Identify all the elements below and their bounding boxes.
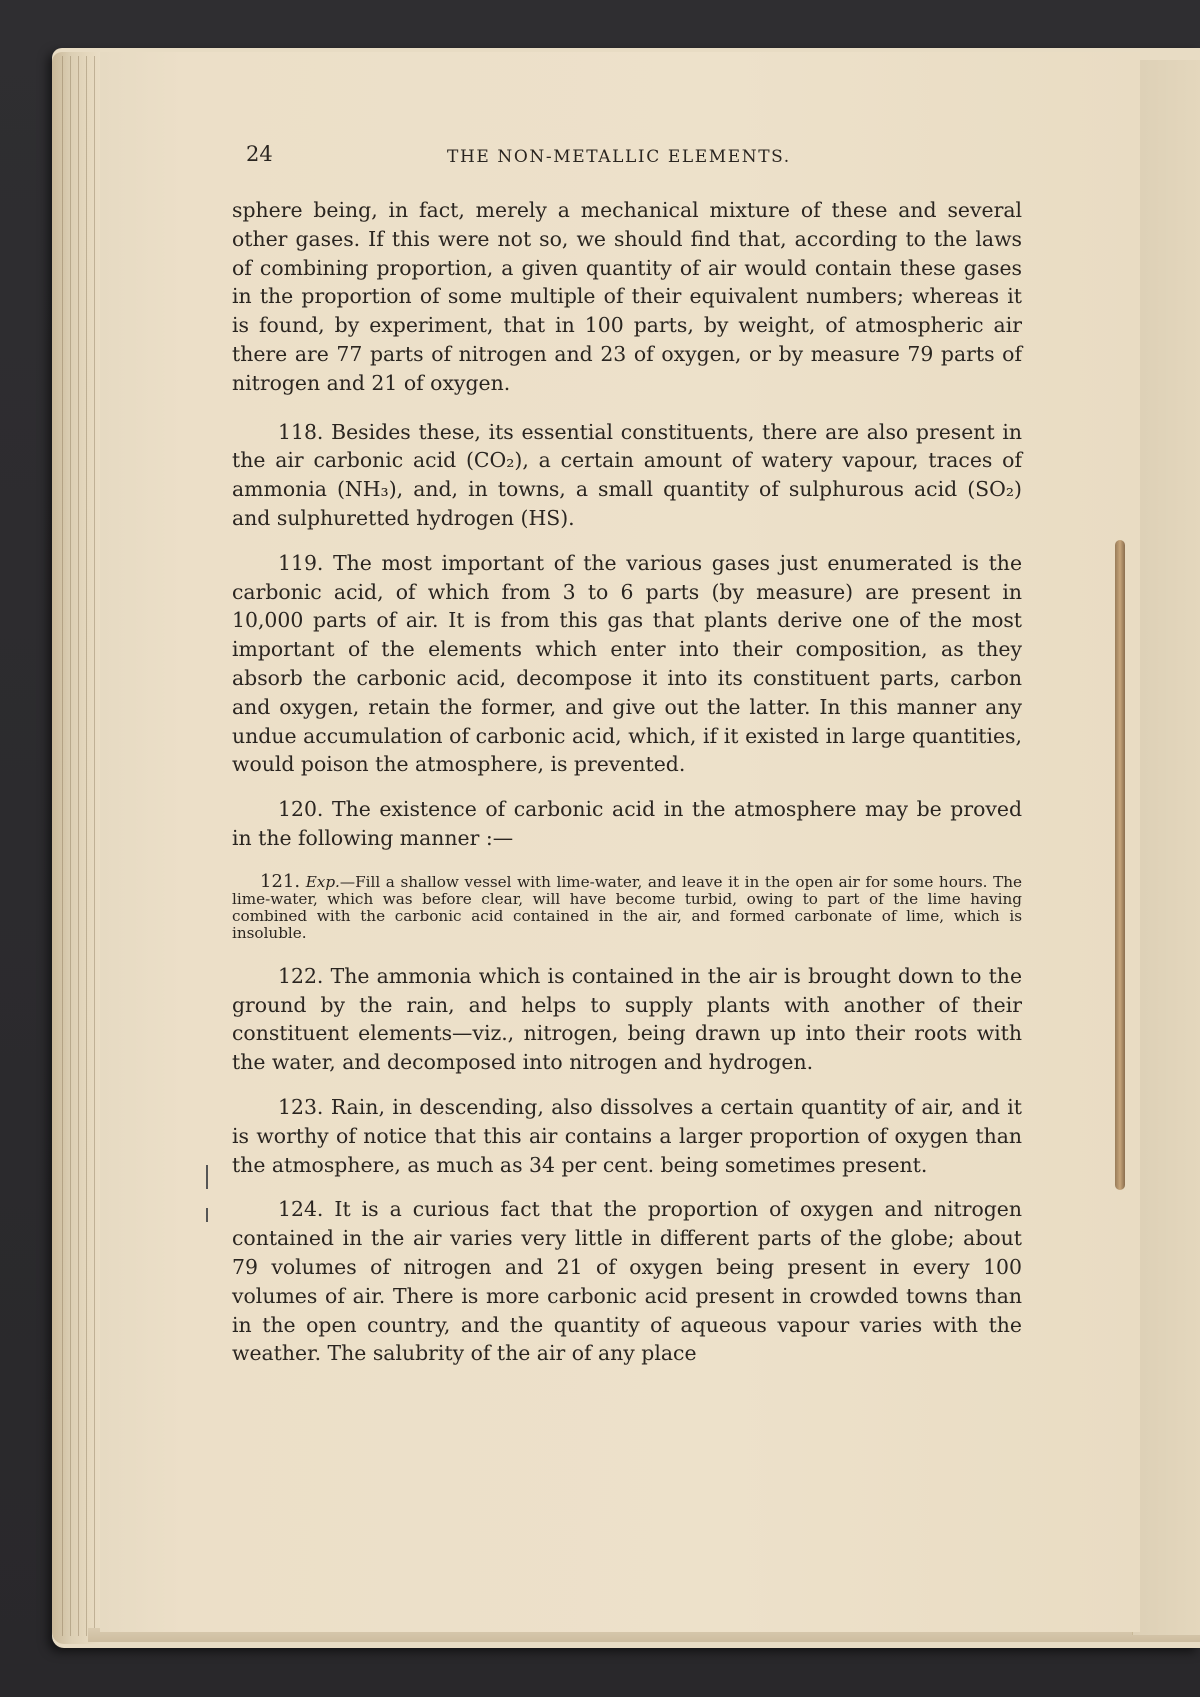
page-content — [232, 142, 1022, 1368]
page-edge-line — [62, 56, 63, 1636]
page-edge-line — [94, 56, 95, 1636]
ribbon-bookmark — [1115, 540, 1125, 1190]
paragraph-number: 122. — [278, 963, 324, 988]
experiment-note-121 — [232, 870, 1022, 942]
paragraph-text: Besides these, its essential constituents, there are also present in the air carbonic acid (CO₂), a certain amount of watery vapour, traces of ammonia (NH₃), and, in towns, a small quantity of sulphurous acid (SO₂) and sulphuretted hydrogen (HS). — [232, 419, 1023, 530]
page-number: 24 — [246, 142, 273, 166]
paragraph-number: 124. — [278, 1197, 324, 1222]
running-title: THE NON-METALLIC ELEMENTS. — [447, 147, 791, 167]
paragraph-text: The existence of carbonic acid in the atmosphere may be proved in the following manner :— — [232, 797, 1023, 850]
paragraph-124 — [232, 1195, 1022, 1368]
paragraph-number: 120. — [278, 797, 324, 822]
margin-pencil-mark — [206, 1208, 208, 1222]
paragraph-continued: sphere being, in fact, merely a mechanical mixture of these and several other gases. If this were not so, we should find that, according to the laws of combining proportion, a given quantity of air would contain these gases in the proportion of some multiple of their equivalent numbers; whereas it is found, by experiment, that in 100 parts, by weight, of atmospheric air there are 77 parts of nitrogen and 23 of oxygen, or by measure 79 parts of nitrogen and 21 of oxygen. — [232, 198, 1022, 395]
paragraph-text: It is a curious fact that the proportion of oxygen and nitrogen contained in the air varies very little in different parts of the globe; about 79 volumes of nitrogen and 21 of oxygen being present in every 100 volumes of air. There is more carbonic acid present in crowded towns than in the open country, and the quantity of aqueous vapour varies with the weather. The salubrity of the air of any place — [232, 1197, 1022, 1366]
paragraph-120 — [232, 795, 1022, 853]
page-edge-line — [86, 56, 87, 1636]
paragraph-123 — [232, 1093, 1022, 1179]
margin-pencil-mark — [206, 1165, 208, 1189]
facing-page-edge — [1132, 60, 1200, 1635]
paragraph-text: Rain, in descending, also dissolves a certain quantity of air, and it is worthy of notice that this air contains a larger proportion of oxygen than the atmosphere, as much as 34 per cent. being sometimes present. — [232, 1094, 1023, 1177]
book-spine — [52, 52, 100, 1644]
paragraph-number: 123. — [278, 1094, 324, 1119]
paragraph-text: The ammonia which is contained in the air is brought down to the ground by the rain, and helps to supply plants with another of their constituent elements—viz., nitrogen, being drawn up into their roots with the water, and decomposed into nitrogen and hydrogen. — [232, 963, 1023, 1075]
paragraph-119 — [232, 549, 1022, 779]
body-text — [232, 196, 1022, 1368]
paragraph-122 — [232, 962, 1022, 1077]
experiment-text: —Fill a shallow vessel with lime-water, and leave it in the open air for some hours. The lime-water, which was before clear, will have become turbid, owing to part of the lime having combined with the carbonic acid contained in the air, and formed carbonate of lime, which is insoluble. — [232, 872, 1022, 942]
experiment-label: Exp. — [305, 872, 340, 891]
paragraph-number: 121. — [260, 870, 301, 892]
paragraph-118 — [232, 418, 1022, 533]
page-edge-line — [78, 56, 79, 1636]
running-head — [232, 142, 1022, 182]
page-edge-line — [70, 56, 71, 1636]
paragraph-number: 118. — [278, 419, 324, 444]
paragraph-number: 119. — [278, 550, 324, 575]
paragraph-text: The most important of the various gases just enumerated is the carbonic acid, of which from 3 to 6 parts (by measure) are present in 10,000 parts of air. It is from this gas that plants derive one of the most important of the elements which enter into their composition, as they absorb the carbonic acid, decompose it into its constituent parts, carbon and oxygen, retain the former, and give out the latter. In this manner any undue accumulation of carbonic acid, which, if it existed in large quantities, would poison the atmosphere, is prevented. — [232, 550, 1023, 777]
